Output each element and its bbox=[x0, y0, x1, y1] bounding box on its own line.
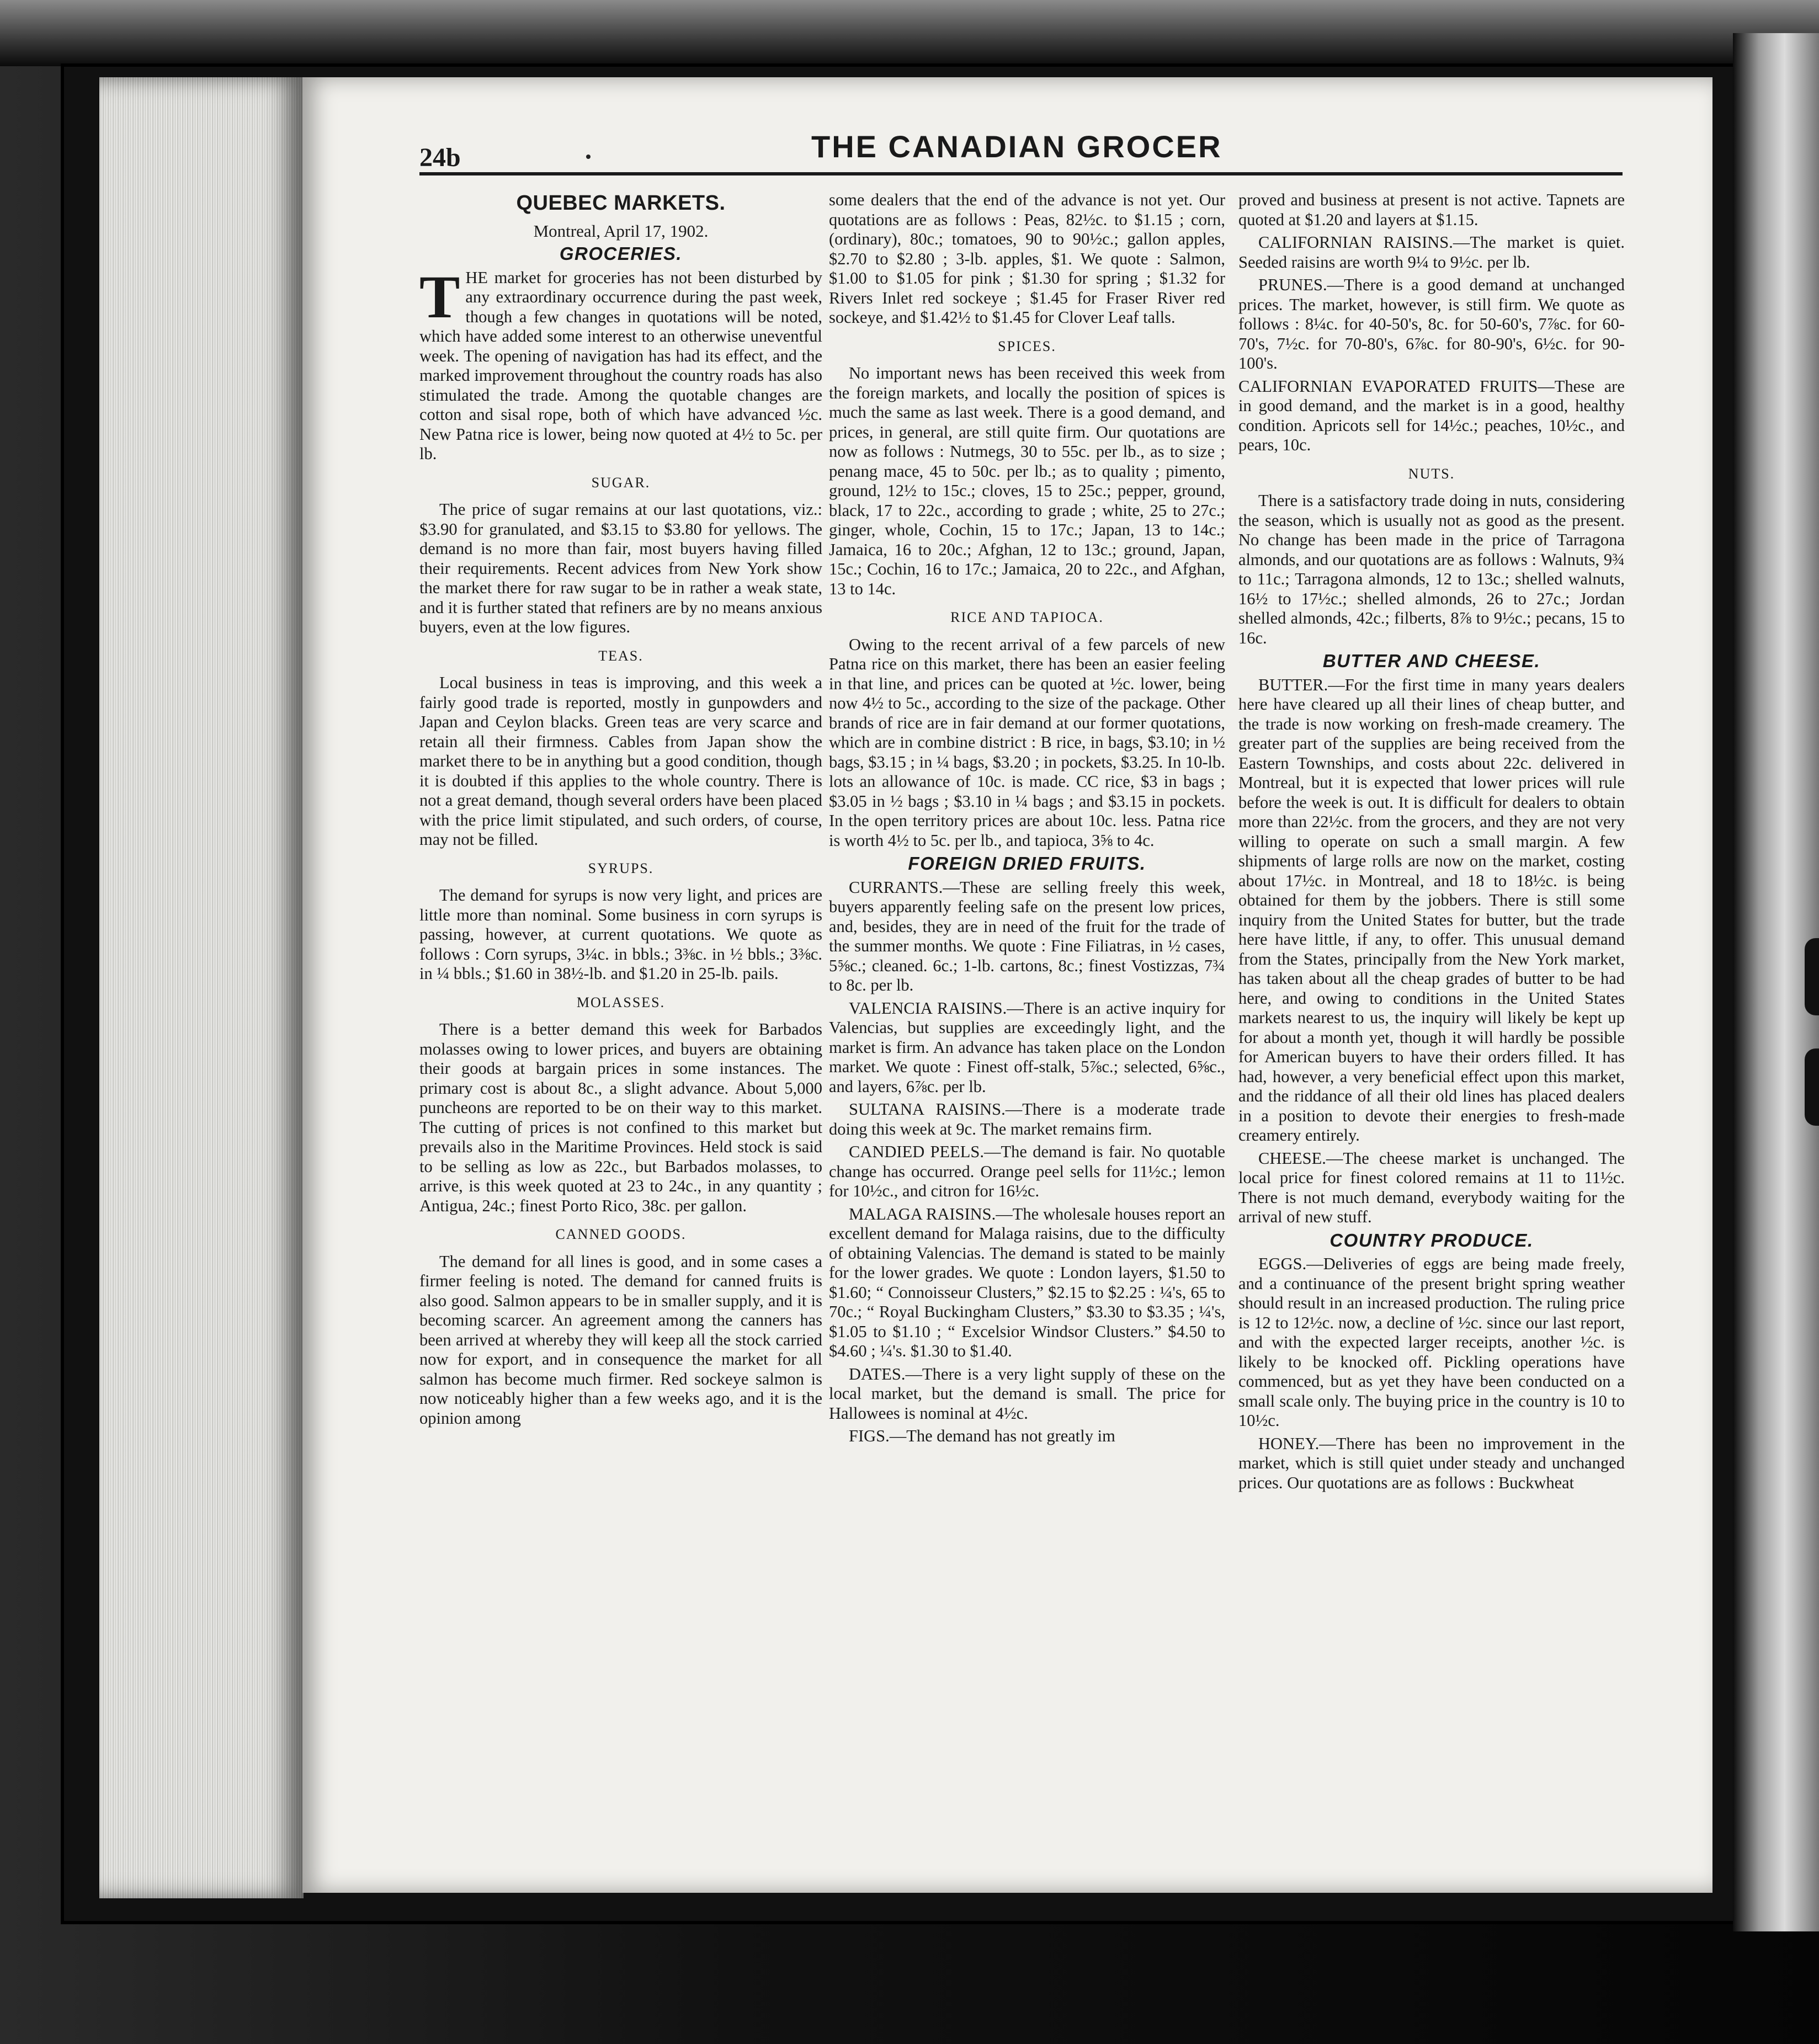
valencia-paragraph: VALENCIA RAISINS.—There is an active inquiry for Valencias, but supplies are exceedingly light, and the market is firm. An advance has taken place on the London market. We quote : Finest off-stalk, 5⅞c.; selected, 6⅝c., and layers, 6⅞c. per lb. bbox=[829, 998, 1225, 1096]
evaporated-fruits-head: CALIFORNIAN EVAPORATED FRUITS bbox=[1238, 376, 1538, 396]
dateline: Montreal, April 17, 1902. bbox=[533, 221, 709, 241]
section-nuts: NUTS. bbox=[1408, 465, 1455, 482]
teas-paragraph: Local business in teas is improving, and this week a fairly good trade is reported, mostly in gunpowders and Japan and Ceylon blacks. Green teas are very scarce and retain all their firmness. Cables from Japan show the market there to be in anything but a good condition, though it is doubted if this applies to the whole country. There is not a great demand, though several orders have been placed with the price limit stipulated, and such orders, of course, may not be filled. bbox=[419, 673, 822, 849]
header-rule bbox=[419, 172, 1623, 175]
candied-paragraph: CANDIED PEELS.—The demand is fair. No quotable change has occurred. Orange peel sells for 11½c.; lemon for 10½c., and citron for 16½c. bbox=[829, 1142, 1225, 1200]
section-molasses: MOLASSES. bbox=[576, 994, 666, 1010]
article-title: QUEBEC MARKETS. bbox=[516, 191, 726, 215]
section-rice: RICE AND TAPIOCA. bbox=[950, 609, 1104, 625]
section-groceries: GROCERIES. bbox=[559, 243, 683, 264]
margin-mark bbox=[1805, 1048, 1819, 1126]
butter-paragraph: BUTTER.—For the first time in many years dealers here have cleared up all their lines of cheap butter, and the trade is now working on fresh-made creamery. The greater part of the supplies are being received from the Eastern Townships, and costs about 22c. delivered in Montreal, but it is expected that lower prices will rule before the week is out. It is difficult for dealers to obtain more than 22½c. from the grocers, and they are not very willing to operate on such a small margin. A few shipments of large rolls are now on the market, costing about 17½c. in Montreal, and 18 to 18½c. is being obtained for them by the jobbers. There is still some inquiry from the United States for butter, but the trade here have little, if any, to offer. This unusual demand from the States, principally from the New York market, has taken about all the cheap grades of butter to be had here, and owing to conditions in the United States markets nearest to us, the inquiry will likely be kept up for about a month yet, though it will hardly be possible for American buyers to have their orders filled. It has had, however, a very beneficial effect upon this market, and the riddance of all their old lines has placed dealers in a position to devote their energies to fresh-made creamery entirely. bbox=[1238, 675, 1625, 1145]
section-canned-goods: CANNED GOODS. bbox=[555, 1226, 687, 1242]
syrups-paragraph: The demand for syrups is now very light, and prices are little more than nominal. Some business in corn syrups is passing, however, at current quotations. We quote as follows : Corn syrups, 3¼c. in bbls.; 3⅜c. in ½ bbls.; 3⅜c. in ¼ bbls.; $1.60 in 38½-lb. and $1.20 in 25-lb. pails. bbox=[419, 886, 822, 983]
column-3 bbox=[1238, 190, 1625, 1496]
rice-paragraph: Owing to the recent arrival of a few parcels of new Patna rice on this market, there has been an easier feeling in that line, and prices can be quoted at ½c. lower, being now 4½ to 5c., according to the size of the package. Other brands of rice are in fair demand at our former quotations, which are in combine district : B rice, in bags, $3.10; in ½ bags, $3.15 ; in ¼ bags, $3.20 ; in pockets, $3.25. In 10-lb. lots an allowance of 10c. is made. CC rice, $3 in bags ; $3.05 in ½ bags ; $3.10 in ¼ bags ; and $3.15 in pockets. In the open territory prices are about 10c. less. Patna rice is worth 4½ to 5c. per lb., and tapioca, 3⅝ to 4c. bbox=[829, 635, 1225, 850]
groceries-paragraph bbox=[419, 263, 822, 464]
spices-paragraph: No important news has been received this week from the foreign markets, and locally the position of spices is much the same as last week. There is a good demand, and prices, in general, are still quite firm. Our quotations are now as follows : Nutmegs, 30 to 55c. per lb., as to size ; penang mace, 45 to 50c. per lb.; as to quality ; pimento, ground, 12½ to 15c.; cloves, 15 to 25c.; pepper, ground, black, 17 to 22c., according to grade ; white, 25 to 27c.; ginger, whole, Cochin, 15 to 17c.; Japan, 13 to 14c.; Jamaica, 16 to 20c.; Afghan, 12 to 13c.; ground, Japan, 15c.; Cochin, 16 to 17c.; Jamaica, 20 to 22c., and Afghan, 13 to 14c. bbox=[829, 364, 1225, 598]
scan-glare bbox=[0, 0, 1819, 66]
margin-mark bbox=[1805, 938, 1819, 1015]
evaporated-fruits-paragraph bbox=[1238, 377, 1625, 455]
adjacent-page bbox=[1733, 33, 1819, 1931]
prunes-paragraph: PRUNES.—There is a good demand at unchanged prices. The market, however, is still firm. We quote as follows : 8¼c. for 40-50's, 8c. for 50-60's, 7⅞c. for 60-70's, 7½c. for 70-80's, 6⅞c. for 80-90's, 6½c. for 90-100's. bbox=[1238, 275, 1625, 372]
column-2 bbox=[829, 190, 1225, 1450]
drop-cap: T bbox=[419, 263, 460, 331]
page-number: 24b bbox=[419, 143, 461, 172]
eggs-paragraph: EGGS.—Deliveries of eggs are being made freely, and a continuance of the present bright spring weather should result in an increased production. The ruling price is 12 to 12½c. now, a decline of ½c. since our last report, and with the expected larger receipts, another ½c. is likely to be knocked off. Pickling operations have commenced, but as yet they have been conducted on a small scale only. The buying price in the country is 10 to 10½c. bbox=[1238, 1254, 1625, 1430]
section-foreign-dried-fruits: FOREIGN DRIED FRUITS. bbox=[908, 853, 1146, 874]
section-butter-cheese: BUTTER AND CHEESE. bbox=[1322, 651, 1541, 671]
figs-paragraph: FIGS.—The demand has not greatly im bbox=[849, 1426, 1115, 1445]
page-edges bbox=[99, 77, 304, 1898]
californian-raisins-paragraph: CALIFORNIAN RAISINS.—The market is quiet. Seeded raisins are worth 9¼ to 9½c. per lb. bbox=[1238, 233, 1625, 272]
honey-paragraph: HONEY.—There has been no improvement in the market, which is still quiet under steady and unchanged prices. Our quotations are as follows : Buckwheat bbox=[1238, 1434, 1625, 1492]
currants-paragraph: CURRANTS.—These are selling freely this week, buyers apparently feeling safe on the present low prices, and, besides, they are in need of the fruit for the trade of the summer months. We quote : Fine Filiatras, in ½ cases, 5⅝c.; cleaned. 6c.; 1-lb. cartons, 8c.; finest Vostizzas, 7¾ to 8c. per lb. bbox=[829, 877, 1225, 994]
canned-continued: some dealers that the end of the advance is not yet. Our quotations are as follows : Peas, 82½c. to $1.15 ; corn, (ordinary), 80c.; tomatoes, 90 to 90½c.; gallon apples, $2.70 to $2.80 ; 3-lb. apples, $1. We quote : Salmon, $1.00 to $1.05 for pink ; $1.30 for spring ; $1.32 for Rivers Inlet red sockeye ; $1.45 for Fraser River red sockeye, and $1.42½ to $1.45 for Clover Leaf talls. bbox=[829, 190, 1225, 327]
evaporated-fruits-text: —These are in good demand, and the market is in a good, healthy condition. Apricots sell for 14½c.; peaches, 10½c., and pears, 10c. bbox=[1238, 376, 1625, 454]
canned-paragraph: The demand for all lines is good, and in some cases a firmer feeling is noted. The demand for canned fruits is also good. Salmon appears to be in smaller supply, and it is becoming scarcer. An agreement among the canners has been arrived at whereby they will keep all the stock carried now for export, and in consequence the market for all salmon has become much firmer. Red sockeye salmon is now noticeably higher than a few weeks ago, and it is the opinion among bbox=[419, 1252, 822, 1428]
section-syrups: SYRUPS. bbox=[588, 860, 654, 876]
masthead: THE CANADIAN GROCER bbox=[811, 129, 1222, 164]
section-country-produce: COUNTRY PRODUCE. bbox=[1329, 1229, 1534, 1250]
column-1 bbox=[419, 190, 822, 1431]
cheese-paragraph: CHEESE.—The cheese market is unchanged. The local price for finest colored remains at 11 to 11½c. There is not much demand, everybody waiting for the arrival of new stuff. bbox=[1238, 1148, 1625, 1226]
sugar-paragraph: The price of sugar remains at our last quotations, viz.: $3.90 for granulated, and $3.15 to $3.80 for yellows. The demand is no more than fair, most buyers having filled their requirements. Recent advices from New York show the market there for raw sugar to be in rather a weak state, and it is further stated that refiners are by no means anxious buyers, even at the low figures. bbox=[419, 500, 822, 636]
speck bbox=[586, 155, 591, 159]
nuts-paragraph: There is a satisfactory trade doing in nuts, considering the season, which is usually not as good as the present. No change has been made in the price of Tarragona almonds, and our quotations are as follows : Walnuts, 9¾ to 11c.; Tarragona almonds, 12 to 13c.; shelled walnuts, 16½ to 17½c.; shelled almonds, 26 to 27c.; Jordan shelled almonds, 42c.; filberts, 8⅞ to 9½c.; pecans, 15 to 16c. bbox=[1238, 491, 1625, 647]
figs-continued: proved and business at present is not active. Tapnets are quoted at $1.20 and layers at $1.15. bbox=[1238, 190, 1625, 229]
malaga-paragraph: MALAGA RAISINS.—The wholesale houses report an excellent demand for Malaga raisins, due to the difficulty of obtaining Valencias. The demand is stated to be mainly for the lower grades. We quote : London layers, $1.50 to $1.60; “ Connoisseur Clusters,” $2.15 to $2.25 : ¼'s, 65 to 70c.; “ Royal Buckingham Clusters,” $3.30 to $3.35 ; ¼'s, $1.05 to $1.10 ; “ Excelsior Windsor Clusters.” $4.50 to $4.60 ; ¼'s. $1.30 to $1.40. bbox=[829, 1204, 1225, 1360]
section-spices: SPICES. bbox=[998, 338, 1056, 354]
groceries-text: HE market for groceries has not been disturbed by any extraordinary occurrence during the past week, though a few changes in quotations will be noted, which have added some interest to an otherwise uneventful week. The opening of navigation has had its effect, and the marked improvement throughout the country roads has also stimulated the trade. Among the quotable changes are cotton and sisal rope, both of which have advanced ½c. New Patna rice is lower, being now quoted at 4½ to 5c. per lb. bbox=[419, 268, 822, 463]
molasses-paragraph: There is a better demand this week for Barbados molasses owing to lower prices, and buyers are obtaining their goods at bargain prices in some instances. The primary cost is about 8c., a slight advance. About 5,000 puncheons are reported to be on their way to this market. The cutting of prices is not confined to this market but prevails also in the Maritime Provinces. Held stock is said to be selling as low as 22c., but Barbados molasses, to arrive, is this week quoted at 23 to 24c., in any quantity ; Antigua, 24c.; finest Porto Rico, 38c. per gallon. bbox=[419, 1020, 822, 1215]
dates-paragraph: DATES.—There is a very light supply of these on the local market, but the demand is small. The price for Hallowees is nominal at 4½c. bbox=[829, 1364, 1225, 1423]
section-sugar: SUGAR. bbox=[591, 474, 651, 491]
sultana-paragraph: SULTANA RAISINS.—There is a moderate trade doing this week at 9c. The market remains firm. bbox=[829, 1100, 1225, 1138]
section-teas: TEAS. bbox=[598, 647, 643, 664]
